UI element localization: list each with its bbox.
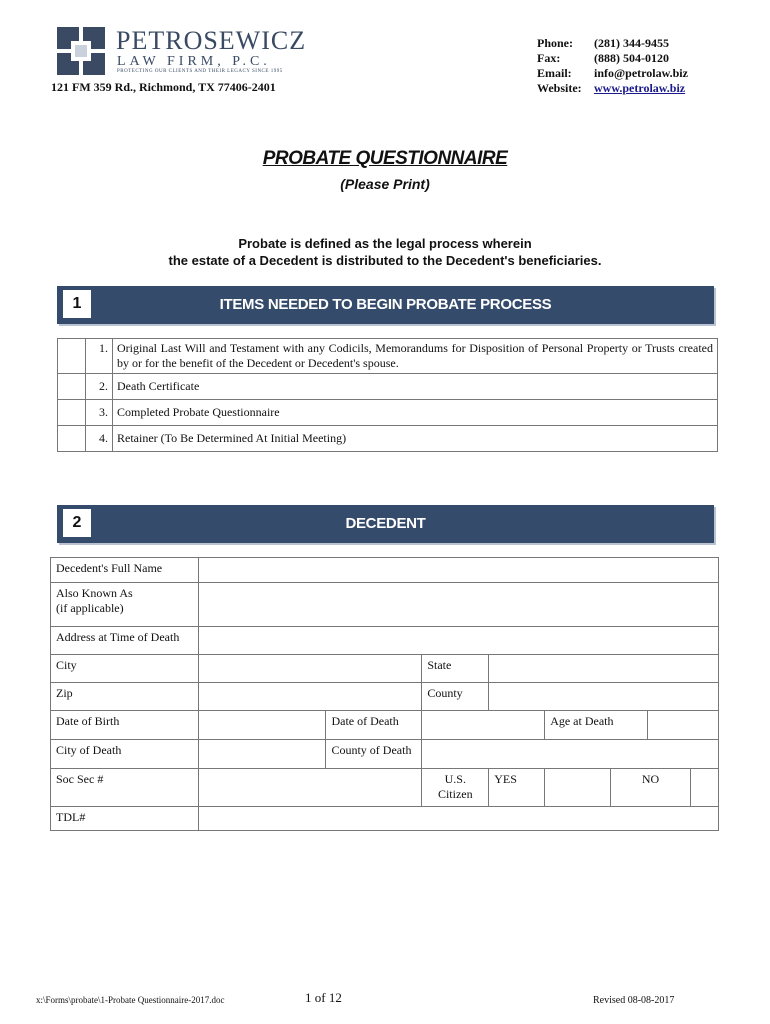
- yes-label: YES: [489, 769, 545, 807]
- page-subtitle: (Please Print): [340, 176, 430, 192]
- state-field[interactable]: [489, 655, 719, 683]
- full-name-field[interactable]: [198, 558, 718, 583]
- county-of-death-field[interactable]: [422, 740, 719, 769]
- section-2-number: 2: [63, 509, 91, 537]
- section-1-title: ITEMS NEEDED TO BEGIN PROBATE PROCESS: [219, 296, 552, 313]
- dod-field[interactable]: [422, 711, 545, 740]
- table-row: [58, 339, 718, 374]
- website-label: Website:: [537, 81, 582, 95]
- yes-checkbox[interactable]: [545, 769, 611, 807]
- dod-label: Date of Death: [326, 711, 422, 740]
- checkbox-cell[interactable]: [58, 426, 86, 452]
- table-row: [58, 374, 718, 400]
- address-label: Address at Time of Death: [51, 627, 199, 655]
- city-of-death-field[interactable]: [198, 740, 326, 769]
- county-of-death-label: County of Death: [326, 740, 422, 769]
- decedent-table: [50, 557, 719, 831]
- city-of-death-label: City of Death: [51, 740, 199, 769]
- website-link[interactable]: www.petrolaw.biz: [594, 81, 686, 95]
- section-1-number: 1: [63, 290, 91, 318]
- age-label: Age at Death: [545, 711, 648, 740]
- table-row: [58, 400, 718, 426]
- checkbox-cell[interactable]: [58, 400, 86, 426]
- dob-label: Date of Birth: [51, 711, 199, 740]
- items-needed-table: [57, 338, 718, 452]
- item-number: 4.: [86, 426, 113, 452]
- ssn-field[interactable]: [198, 769, 422, 807]
- county-field[interactable]: [489, 683, 719, 711]
- dob-field[interactable]: [198, 711, 326, 740]
- footer-page-number: 1 of 12: [305, 990, 342, 1005]
- probate-definition: [0, 235, 770, 269]
- full-name-label: Decedent's Full Name: [51, 558, 199, 583]
- firm-logo-mark: [57, 27, 105, 75]
- item-text: Death Certificate: [113, 374, 718, 400]
- firm-name: PETROSEWICZ: [116, 26, 307, 55]
- footer-file-path: x:\Forms\probate\1-Probate Questionnaire-2017.doc: [36, 995, 225, 1005]
- section-2-header: [57, 505, 714, 543]
- tdl-label: TDL#: [51, 807, 199, 831]
- section-2-title: DECEDENT: [345, 515, 426, 532]
- checkbox-cell[interactable]: [58, 339, 86, 374]
- definition-line-1: Probate is defined as the legal process wherein: [238, 236, 532, 251]
- definition-line-2: the estate of a Decedent is distributed to the Decedent's beneficiaries.: [168, 253, 602, 268]
- zip-label: Zip: [51, 683, 199, 711]
- item-number: 2.: [86, 374, 113, 400]
- us-citizen-label: U.S. Citizen: [422, 769, 489, 807]
- email-label: Email:: [537, 66, 572, 80]
- age-field[interactable]: [648, 711, 719, 740]
- city-label: City: [51, 655, 199, 683]
- item-text: Retainer (To Be Determined At Initial Meeting): [113, 426, 718, 452]
- footer-revised-date: Revised 08-08-2017: [593, 995, 675, 1006]
- county-label: County: [422, 683, 489, 711]
- address-field[interactable]: [198, 627, 718, 655]
- firm-tagline: PROTECTING OUR CLIENTS AND THEIR LEGACY SINCE 1995: [117, 69, 283, 74]
- item-text: Original Last Will and Testament with any Codicils, Memorandums for Disposition of Personal Property or Trusts created by or for the benefit of the Decedent or Decedent's spouse.: [113, 339, 718, 374]
- checkbox-cell[interactable]: [58, 374, 86, 400]
- page-title: PROBATE QUESTIONNAIRE: [262, 148, 508, 169]
- firm-address: 121 FM 359 Rd., Richmond, TX 77406-2401: [51, 80, 276, 94]
- item-number: 1.: [86, 339, 113, 374]
- phone-label: Phone:: [537, 36, 573, 50]
- section-1-header: [57, 286, 714, 324]
- fax-value: (888) 504-0120: [594, 51, 669, 65]
- contact-block: [537, 36, 688, 96]
- city-field[interactable]: [198, 655, 422, 683]
- fax-label: Fax:: [537, 51, 561, 65]
- aka-label: Also Known As (if applicable): [51, 583, 199, 627]
- email-value[interactable]: info@petrolaw.biz: [594, 66, 688, 80]
- no-label: NO: [611, 769, 691, 807]
- zip-field[interactable]: [198, 683, 422, 711]
- no-checkbox[interactable]: [691, 769, 719, 807]
- item-text: Completed Probate Questionnaire: [113, 400, 718, 426]
- firm-subname: LAW FIRM, P.C.: [117, 54, 271, 69]
- item-number: 3.: [86, 400, 113, 426]
- tdl-field[interactable]: [198, 807, 718, 831]
- state-label: State: [422, 655, 489, 683]
- phone-value: (281) 344-9455: [594, 36, 669, 50]
- table-row: [58, 426, 718, 452]
- ssn-label: Soc Sec #: [51, 769, 199, 807]
- aka-field[interactable]: [198, 583, 718, 627]
